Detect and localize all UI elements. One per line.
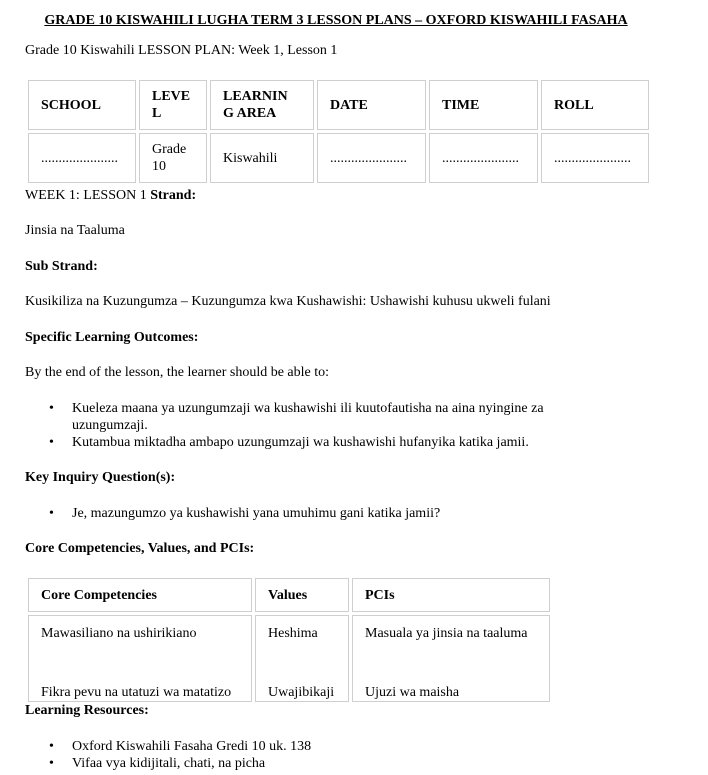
inquiry-list xyxy=(25,505,585,522)
header-learning-area: LEARNIN G AREA xyxy=(210,80,314,130)
pci-item: Ujuzi wa maisha xyxy=(365,685,460,700)
pcis-cell xyxy=(352,615,550,702)
value-item: Heshima xyxy=(268,626,318,641)
header-time: TIME xyxy=(429,80,538,130)
list-item: • Kueleza maana ya uzungumzaji wa kushawishi ili kuutofautisha na aina nyingine za uzungumzaji. xyxy=(25,400,585,434)
list-item: • Vifaa vya kidijitali, chati, na picha xyxy=(25,755,585,772)
sub-strand-value: Kusikiliza na Kuzungumza – Kuzungumza kwa Kushawishi: Ushawishi kuhusu ukweli fulani xyxy=(25,294,551,309)
competencies-table xyxy=(25,575,553,705)
value-level: Grade 10 xyxy=(139,133,207,183)
inquiry-label: Key Inquiry Question(s): xyxy=(25,470,176,485)
header-pcis: PCIs xyxy=(352,578,550,612)
value-roll: ...................... xyxy=(541,133,649,183)
header-date: DATE xyxy=(317,80,426,130)
lesson-plan-subtitle: Grade 10 Kiswahili LESSON PLAN: Week 1, Lesson 1 xyxy=(25,43,338,58)
header-school: SCHOOL xyxy=(28,80,136,130)
core-competency: Mawasiliano na ushirikiano xyxy=(41,626,197,641)
strand-label: Strand: xyxy=(150,188,197,203)
list-item: • Kutambua miktadha ambapo uzungumzaji wa kushawishi hufanyika katika jamii. xyxy=(25,434,585,451)
list-item: • Oxford Kiswahili Fasaha Gredi 10 uk. 138 xyxy=(25,738,585,755)
week-lesson: WEEK 1: LESSON 1 xyxy=(25,188,147,203)
outcomes-list xyxy=(25,400,585,451)
value-item: Uwajibikaji xyxy=(268,685,335,700)
header-level: LEVE L xyxy=(139,80,207,130)
value-learning-area: Kiswahili xyxy=(210,133,314,183)
resources-label: Learning Resources: xyxy=(25,703,149,718)
header-values: Values xyxy=(255,578,349,612)
sub-strand-label: Sub Strand: xyxy=(25,259,98,274)
document-title: GRADE 10 KISWAHILI LUGHA TERM 3 LESSON PLANS – OXFORD KISWAHILI FASAHA xyxy=(44,13,628,28)
lesson-info-table xyxy=(25,77,652,186)
header-core-competencies: Core Competencies xyxy=(28,578,252,612)
competencies-label: Core Competencies, Values, and PCIs: xyxy=(25,541,255,556)
value-time: ...................... xyxy=(429,133,538,183)
header-roll: ROLL xyxy=(541,80,649,130)
pci-item: Masuala ya jinsia na taaluma xyxy=(365,626,528,641)
resources-list xyxy=(25,738,585,772)
value-date: ...................... xyxy=(317,133,426,183)
value-school: ...................... xyxy=(28,133,136,183)
core-competencies-cell xyxy=(28,615,252,702)
values-cell xyxy=(255,615,349,702)
outcomes-label: Specific Learning Outcomes: xyxy=(25,330,199,345)
list-item: • Je, mazungumzo ya kushawishi yana umuhimu gani katika jamii? xyxy=(25,505,585,522)
core-competency: Fikra pevu na utatuzi wa matatizo xyxy=(41,685,232,700)
week-lesson-line xyxy=(25,187,196,204)
strand-value: Jinsia na Taaluma xyxy=(25,223,125,238)
outcomes-intro: By the end of the lesson, the learner should be able to: xyxy=(25,365,330,380)
